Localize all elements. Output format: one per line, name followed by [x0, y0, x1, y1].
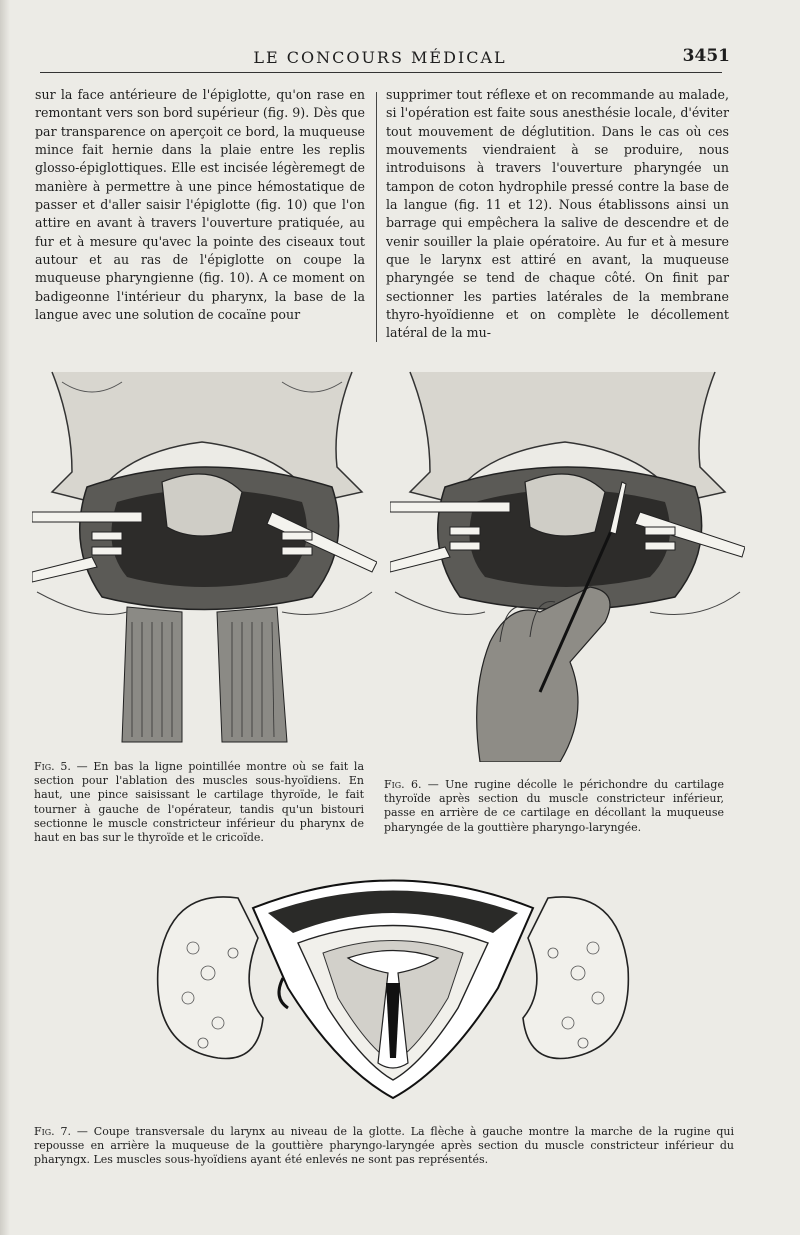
figure-7-caption-text: — Coupe transversale du larynx au niveau de la glotte. La flèche à gauche montre la marche de la rugine qui repousse en arrière la muqueuse de la gouttière pharyngo-laryngée après section du muscle constricteur inférieur du pharyngx. Les muscles sous-hyoïdiens ayant été enlevés ne sont pas représentés. [34, 1125, 735, 1167]
page-number: 3451 [682, 46, 730, 66]
figure-6-caption-text: — Une rugine décolle le périchondre du cartilage thyroïde après section du muscle constricteur inférieur, passe en arrière de ce cartilage en décollant la muqueuse pharyngée de la gouttière pharyngo-laryngée. [384, 778, 724, 834]
figure-6-label: Fig. 6. [384, 778, 422, 791]
figure-7-illustration [148, 858, 638, 1110]
journal-title: LE CONCOURS MÉDICAL [253, 48, 507, 67]
header-rule [40, 72, 722, 73]
page-edge-shadow [0, 0, 10, 1235]
left-column-text: sur la face antérieure de l'épiglotte, qu'on rase en remontant vers son bord supérieur (fig. 9). Dès que par transparence on aperçoit ce bord, la muqueuse mince fait hernie dans la plaie entre les replis glosso-épiglottiques. Elle est incisée légèremegt de manière à permettre à une pince hémostatique de passer et d'aller saisir l'épiglotte (fig. 10) que l'on attire en avant à travers l'ouverture pratiquée, au fur et à mesure qu'avec la pointe des ciseaux tout autour et au ras de l'épiglotte on coupe la muqueuse pharyngienne (fig. 10). A ce moment on badigeonne l'intérieur du pharynx, la base de la langue avec une solution de cocaïne pour [35, 87, 365, 323]
figure-6-caption [384, 778, 724, 835]
figure-5-label: Fig. 5. [34, 760, 71, 773]
figure-5-caption [34, 760, 364, 845]
figure-6-illustration [390, 362, 745, 762]
figure-7-label: Fig. 7. [34, 1125, 72, 1138]
figure-5-caption-text: — En bas la ligne pointillée montre où se fait la section pour l'ablation des muscles sous-hyoïdiens. En haut, une pince saisissant le cartilage thyroïde, le fait tourner à gauche de l'opérateur, tandis qu'un bistouri sectionne le muscle constricteur inférieur du pharynx de haut en bas sur le thyroïde et le cricoïde. [34, 760, 365, 845]
figure-5-illustration [32, 362, 377, 744]
figure-7-caption [34, 1125, 734, 1168]
running-head [30, 44, 730, 72]
right-column-text: supprimer tout réflexe et on recommande au malade, si l'opération est faite sous anesthésie locale, d'éviter tout mouvement de déglutition. Dans le cas où ces mouvements viendraient à se produire, nous introduisons à travers l'ouverture pharyngée un tampon de coton hydrophile pressé contre la base de la langue (fig. 11 et 12). Nous établissons ainsi un barrage qui empêchera la salive de descendre et de venir souiller la plaie opératoire. Au fur et à mesure que le larynx est attiré en avant, la muqueuse pharyngée se tend de chaque côté. On finit par sectionner les parties latérales de la membrane thyro-hyoïdienne et on complète le décollement latéral de la mu- [386, 87, 729, 341]
column-divider [376, 92, 377, 342]
